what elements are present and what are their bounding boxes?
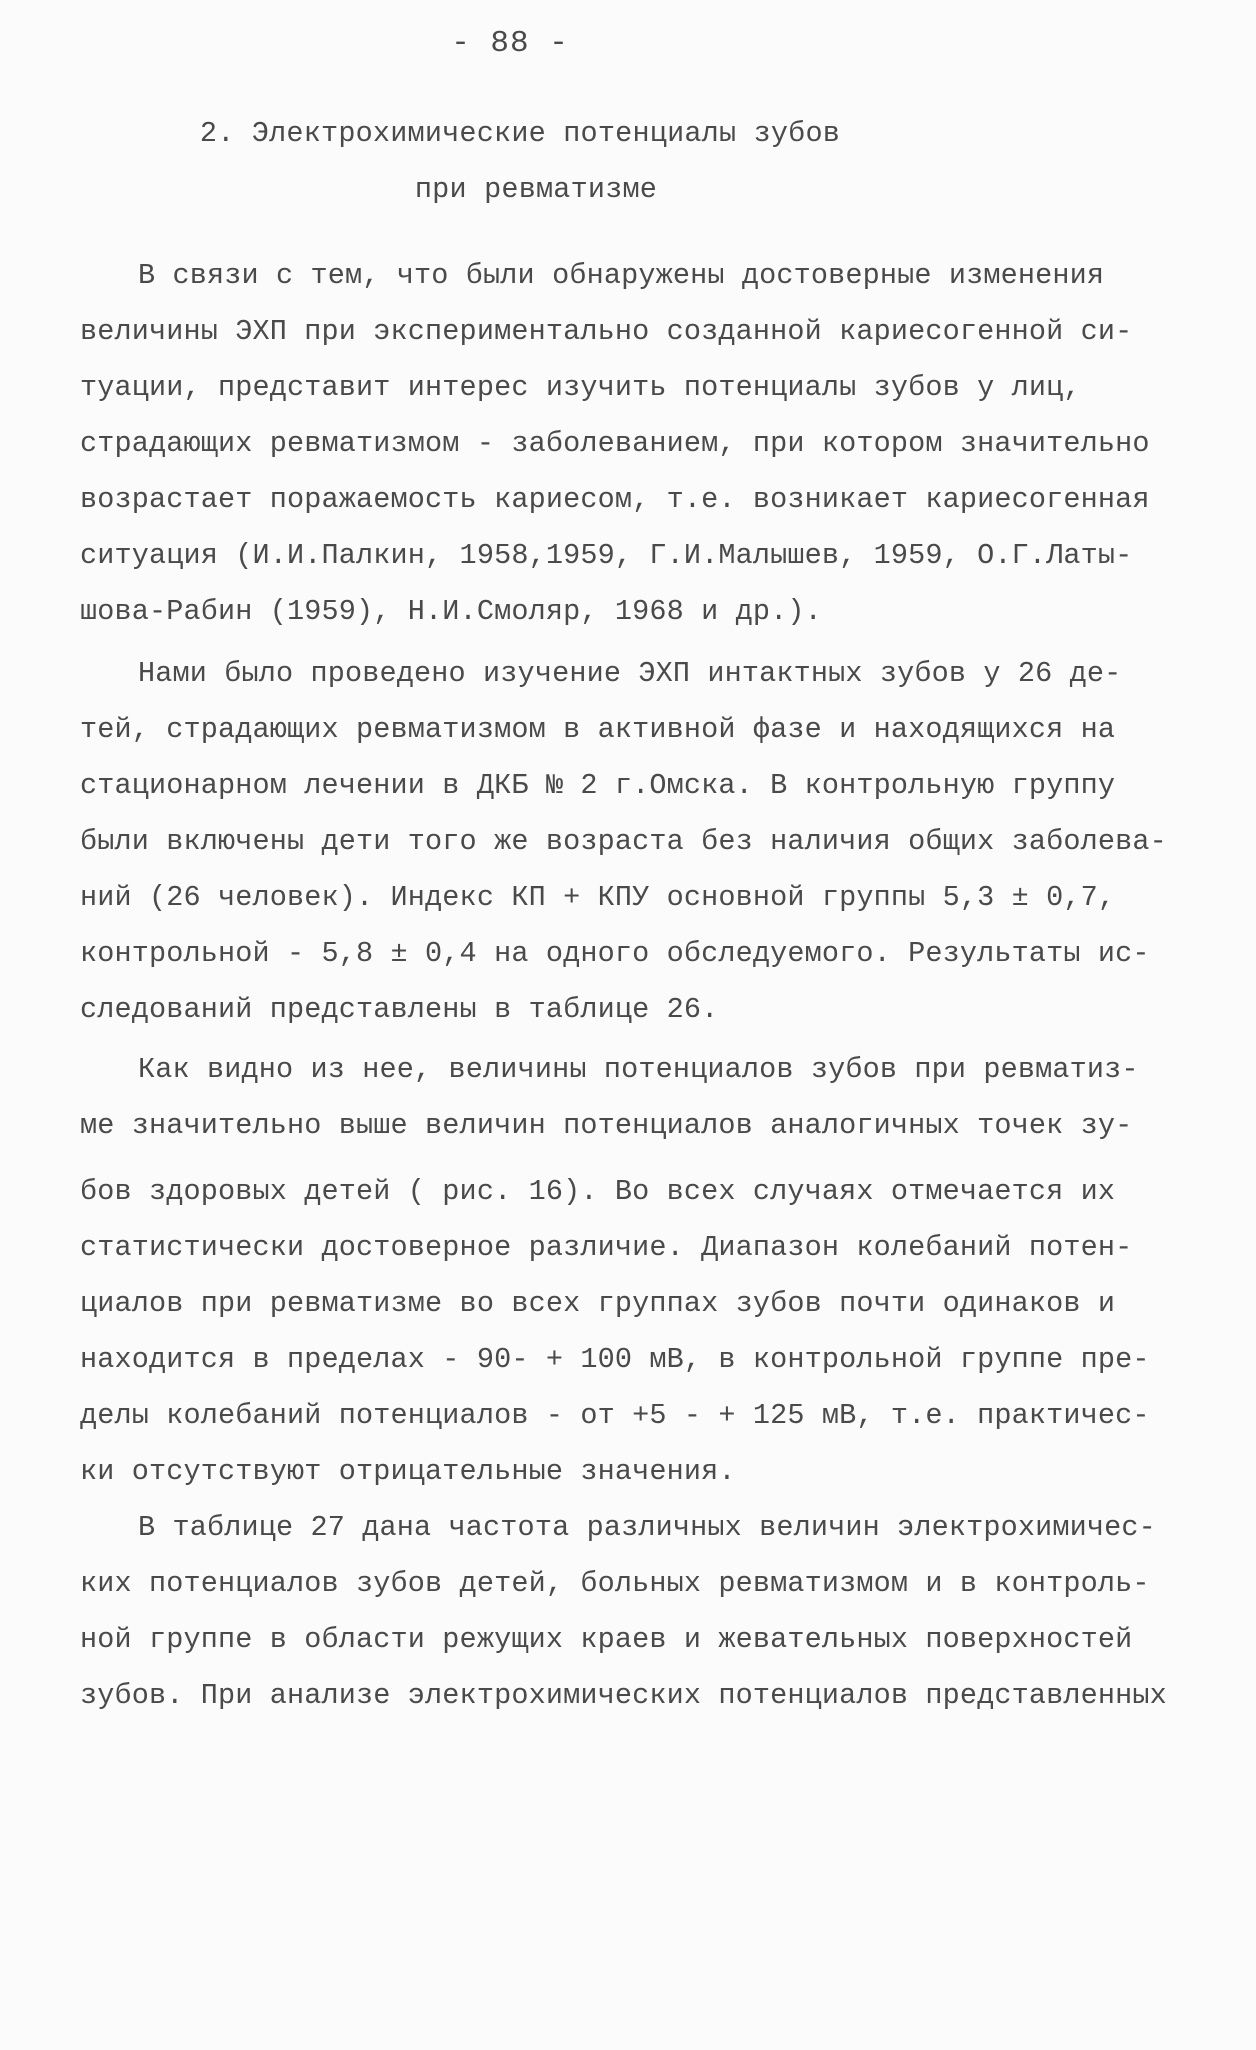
section-heading-line-2: при ревматизме — [414, 173, 658, 206]
text-line: туации, представит интерес изучить потенциалы зубов у лиц, — [80, 371, 1081, 404]
text-line: контрольной - 5,8 ± 0,4 на одного обследуемого. Результаты ис- — [80, 937, 1150, 970]
text-line: Как видно из нее, величины потенциалов зубов при ревматиз- — [138, 1053, 1139, 1086]
text-line: ких потенциалов зубов детей, больных ревматизмом и в контроль- — [80, 1567, 1150, 1600]
text-line: ме значительно выше величин потенциалов аналогичных точек зу- — [80, 1109, 1133, 1142]
text-line: Нами было проведено изучение ЭХП интактных зубов у 26 де- — [138, 657, 1122, 690]
text-line: тей, страдающих ревматизмом в активной фазе и находящихся на — [80, 713, 1116, 746]
text-line: возрастает поражаемость кариесом, т.е. возникает кариесогенная — [80, 483, 1150, 516]
page-number: - 88 - — [451, 26, 569, 61]
text-line: следований представлены в таблице 26. — [80, 993, 719, 1026]
text-line: находится в пределах - 90- + 100 мВ, в контрольной группе пре- — [80, 1343, 1150, 1376]
text-line: ситуация (И.И.Палкин, 1958,1959, Г.И.Малышев, 1959, О.Г.Латы- — [80, 539, 1133, 572]
text-line: бов здоровых детей ( рис. 16). Во всех случаях отмечается их — [80, 1175, 1116, 1208]
text-line: ной группе в области режущих краев и жевательных поверхностей — [80, 1623, 1133, 1656]
text-line: страдающих ревматизмом - заболеванием, при котором значительно — [80, 427, 1150, 460]
text-line: статистически достоверное различие. Диапазон колебаний потен- — [80, 1231, 1133, 1264]
text-line: делы колебаний потенциалов - от +5 - + 125 мВ, т.е. практичес- — [80, 1399, 1150, 1432]
text-line: зубов. При анализе электрохимических потенциалов представленных — [80, 1679, 1167, 1712]
text-line: ки отсутствуют отрицательные значения. — [80, 1455, 736, 1488]
text-line: ний (26 человек). Индекс КП + КПУ основной группы 5,3 ± 0,7, — [80, 881, 1116, 914]
text-line: величины ЭХП при экспериментально созданной кариесогенной си- — [80, 315, 1133, 348]
text-line: стационарном лечении в ДКБ № 2 г.Омска. В контрольную группу — [80, 769, 1116, 802]
text-line: В таблице 27 дана частота различных величин электрохимичес- — [138, 1511, 1156, 1544]
section-heading-line-1: 2. Электрохимические потенциалы зубов — [199, 117, 841, 150]
text-line: были включены дети того же возраста без наличия общих заболева- — [80, 825, 1167, 858]
text-line: циалов при ревматизме во всех группах зубов почти одинаков и — [80, 1287, 1116, 1320]
text-line: шова-Рабин (1959), Н.И.Смоляр, 1968 и др.). — [80, 595, 822, 628]
text-line: В связи с тем, что были обнаружены достоверные изменения — [138, 259, 1105, 292]
